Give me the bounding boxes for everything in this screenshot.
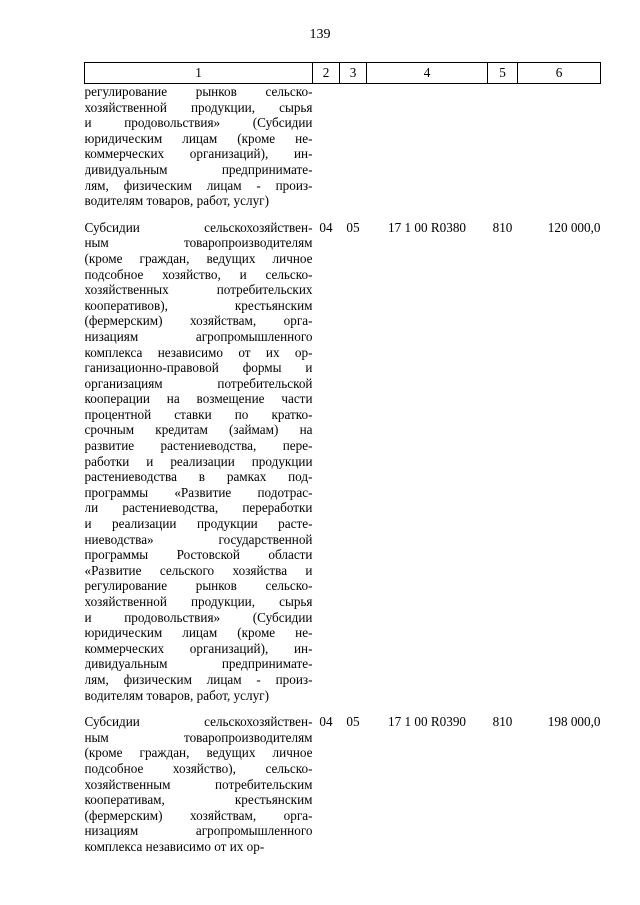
description-line: низациям агропромышленного <box>84 823 313 839</box>
description-line: и реализации продукции расте- <box>84 516 313 532</box>
description-line: кооперативов), крестьянским <box>84 297 313 313</box>
section-code <box>313 84 340 209</box>
page-number: 139 <box>309 27 331 42</box>
description-line: дивидуальным предпринимате- <box>84 656 313 672</box>
row-description <box>85 220 313 703</box>
description-line: водителям товаров, работ, услуг) <box>84 687 269 703</box>
table-row <box>85 84 601 209</box>
description-line: хозяйственным потребительским <box>84 776 313 792</box>
amount: 120 000,0 <box>547 219 601 235</box>
description-line: (фермерским) хозяйствам, орга- <box>84 807 313 823</box>
description-line: подсобное хозяйство, и сельско- <box>84 266 313 282</box>
description-line: юридическим лицам (кроме не- <box>84 130 313 146</box>
description-line: водителям товаров, работ, услуг) <box>84 193 269 209</box>
description-line: (фермерским) хозяйствам, орга- <box>84 313 313 329</box>
amount: 198 000,0 <box>547 714 601 730</box>
description-line: подсобное хозяйство), сельско- <box>84 760 313 776</box>
header-col-3: 3 <box>340 63 367 84</box>
subsection-code: 05 <box>346 219 360 235</box>
description-line: коммерческих организаций), ин- <box>84 640 313 656</box>
description-line: процентной ставки по кратко- <box>84 406 313 422</box>
table-row <box>85 714 601 854</box>
description-line: ли растениеводства, переработки <box>84 500 313 516</box>
description-line: кооперативам, крестьянским <box>84 792 313 808</box>
description-line: регулирование рынков сельско- <box>84 578 313 594</box>
description-line: регулирование рынков сельско- <box>84 84 313 99</box>
description-line: комплекса независимо от их ор- <box>84 838 265 854</box>
description-line: ниеводства» государственной <box>84 531 313 547</box>
target-article-code <box>367 84 488 209</box>
description-line: комплекса независимо от их ор- <box>84 344 313 360</box>
description-line: и продовольствия» (Субсидии <box>84 115 313 131</box>
description-line: и продовольствия» (Субсидии <box>84 609 313 625</box>
description-line: (кроме граждан, ведущих личное <box>84 745 313 761</box>
description-line: программы Ростовской области <box>84 547 313 563</box>
header-row <box>85 63 601 84</box>
description-line: лям, физическим лицам - произ- <box>84 671 313 687</box>
description-line: юридическим лицам (кроме не- <box>84 625 313 641</box>
description-line: хозяйственных потребительских <box>84 282 313 298</box>
description-line: Субсидии сельскохозяйствен- <box>84 219 313 235</box>
description-line: организациям потребительской <box>84 375 313 391</box>
subsection-code: 05 <box>346 714 360 730</box>
description-line: хозяйственной продукции, сырья <box>84 99 313 115</box>
table-row <box>85 220 601 703</box>
row-description <box>85 84 313 209</box>
description-line: Субсидии сельскохозяйствен- <box>84 714 313 730</box>
header-col-4: 4 <box>367 63 488 84</box>
description-line: ным товаропроизводителям <box>84 235 313 251</box>
row-spacer-cell <box>85 209 601 220</box>
description-line: хозяйственной продукции, сырья <box>84 594 313 609</box>
target-article-code: 17 1 00 R0380 <box>387 219 467 235</box>
description-line: ганизационно-правовой формы и <box>84 360 313 376</box>
row-spacer-cell <box>85 703 601 714</box>
description-line: срочным кредитам (займам) на <box>84 422 313 438</box>
budget-table <box>84 62 601 855</box>
description-line: лям, физическим лицам - произ- <box>84 177 313 193</box>
row-spacer <box>85 209 601 220</box>
description-line: растениеводства в рамках под- <box>84 469 313 485</box>
row-spacer <box>85 703 601 714</box>
description-line: программы «Развитие подотрас- <box>84 484 313 500</box>
expense-type-code <box>488 84 518 209</box>
header-col-2: 2 <box>313 63 340 84</box>
section-code: 04 <box>319 219 333 235</box>
row-description <box>85 714 313 854</box>
description-line: работки и реализации продукции <box>84 453 313 469</box>
header-col-1: 1 <box>85 63 313 84</box>
expense-type-code: 810 <box>492 714 513 730</box>
amount <box>518 84 601 209</box>
description-line: дивидуальным предпринимате- <box>84 161 313 177</box>
description-line: ным товаропроизводителям <box>84 729 313 745</box>
description-line: кооперации на возмещение части <box>84 391 313 407</box>
section-code: 04 <box>319 714 333 730</box>
description-line: «Развитие сельского хозяйства и <box>84 562 313 578</box>
description-line: развитие растениеводства, пере- <box>84 438 313 454</box>
target-article-code: 17 1 00 R0390 <box>387 714 467 730</box>
header-col-6: 6 <box>518 63 601 84</box>
description-line: низациям агропромышленного <box>84 328 313 344</box>
description-line: (кроме граждан, ведущих личное <box>84 250 313 266</box>
header-col-5: 5 <box>488 63 518 84</box>
expense-type-code: 810 <box>492 219 513 235</box>
description-line: коммерческих организаций), ин- <box>84 146 313 162</box>
subsection-code <box>340 84 367 209</box>
